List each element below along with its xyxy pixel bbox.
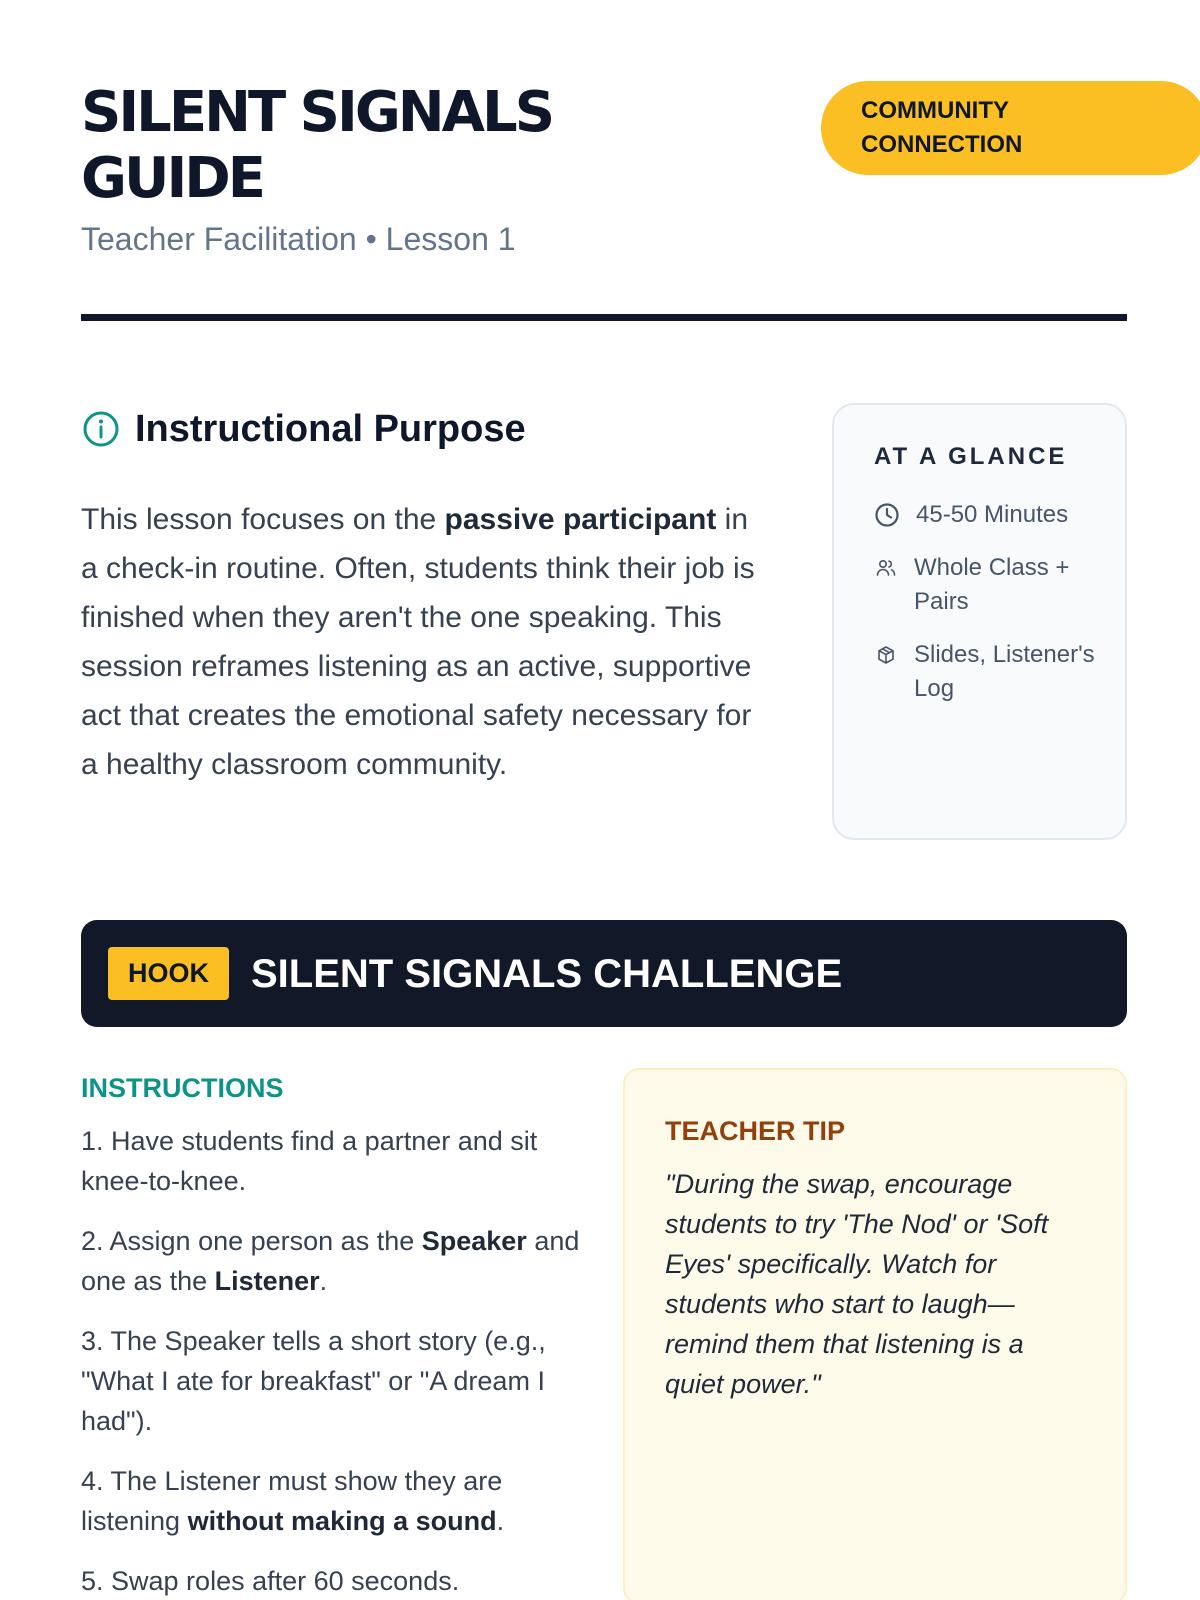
glance-item-label: Whole Class + Pairs — [914, 554, 1070, 615]
glance-item-label: Slides, Listener's Log — [914, 641, 1095, 702]
step4-text-a: 4. The Listener must show they are listening — [81, 1466, 503, 1536]
page-subtitle: Teacher Facilitation • Lesson 1 — [81, 221, 516, 257]
page-header — [81, 80, 1125, 259]
purpose-text-emphasis: passive participant — [444, 503, 717, 536]
box-icon — [874, 638, 898, 672]
hook-tag: HOOK — [108, 947, 229, 1000]
instruction-step-1: 1. Have students find a partner and sit knee-to-knee. — [81, 1126, 538, 1196]
instruction-step-3: 3. The Speaker tells a short story (e.g., "What I ate for breakfast" or "A dream I had"). — [81, 1326, 546, 1436]
clock-icon — [874, 498, 900, 532]
glance-item-label: 45-50 Minutes — [916, 501, 1069, 528]
purpose-text-start: This lesson focuses on the — [81, 503, 445, 536]
step2-text-c: and one as the — [81, 1226, 580, 1296]
purpose-text-end: in a check-in routine. Often, students think their job is finished when they aren't the one speaking. This session reframes listening as an active, supportive act that creates the emotional safety necessary for a healthy classroom community. — [81, 503, 755, 781]
hook-title: SILENT SIGNALS CHALLENGE — [251, 951, 843, 996]
instruction-step-4 — [81, 1461, 601, 1541]
step2-text-e: . — [319, 1266, 328, 1296]
hook-banner — [81, 920, 1127, 1027]
glance-item-duration — [874, 498, 1095, 532]
instructions-heading: INSTRUCTIONS — [81, 1073, 284, 1103]
step2-text-a: 2. Assign one person as the — [81, 1226, 422, 1256]
teacher-tip-card — [623, 1068, 1127, 1600]
page-title: SILENT SIGNALS GUIDE — [81, 80, 553, 211]
users-icon — [874, 551, 898, 585]
step2-listener: Listener — [214, 1266, 320, 1296]
at-a-glance-card — [832, 403, 1127, 840]
glance-item-materials — [874, 638, 1095, 706]
purpose-heading: Instructional Purpose — [135, 408, 526, 450]
category-badge: COMMUNITY CONNECTION — [821, 81, 1200, 175]
header-divider — [81, 314, 1127, 321]
instructions-list — [81, 1121, 601, 1600]
step4-text-c: . — [496, 1506, 505, 1536]
instruction-step-5: 5. Swap roles after 60 seconds. — [81, 1566, 460, 1596]
instruction-step-2 — [81, 1221, 601, 1301]
info-circle-icon — [81, 409, 121, 449]
teacher-tip-heading: TEACHER TIP — [665, 1116, 846, 1146]
step2-speaker: Speaker — [421, 1226, 527, 1256]
step4-emphasis: without making a sound — [187, 1506, 497, 1536]
teacher-tip-text: "During the swap, encourage students to try 'The Nod' or 'Soft Eyes' specifically. Watch for students who start to laugh—remind them that listening is a quiet power." — [665, 1169, 1049, 1399]
purpose-paragraph — [81, 495, 761, 789]
glance-item-grouping — [874, 551, 1095, 619]
purpose-heading-row — [81, 405, 526, 453]
at-a-glance-title: AT A GLANCE — [874, 443, 1068, 470]
